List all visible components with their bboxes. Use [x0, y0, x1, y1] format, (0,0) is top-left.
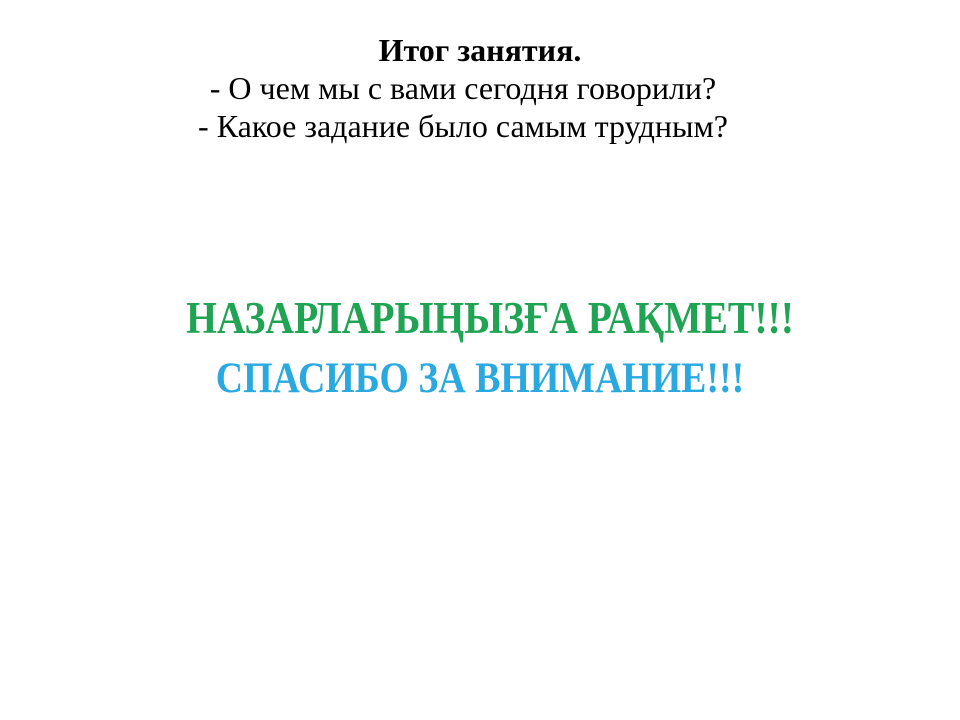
thanks-block	[0, 291, 960, 405]
lesson-summary-block	[0, 31, 960, 145]
slide-title: Итог занятия.	[378, 32, 582, 68]
question-line-2: - Какое задание было самым трудным?	[198, 108, 728, 144]
thanks-kazakh-text: НАЗАРЛАРЫҢЫЗҒА РАҚМЕТ!!!	[186, 293, 794, 343]
thanks-russian-text: СПАСИБО ЗА ВНИМАНИЕ!!!	[215, 355, 745, 402]
question-line-1: - О чем мы с вами сегодня говорили?	[209, 70, 717, 106]
